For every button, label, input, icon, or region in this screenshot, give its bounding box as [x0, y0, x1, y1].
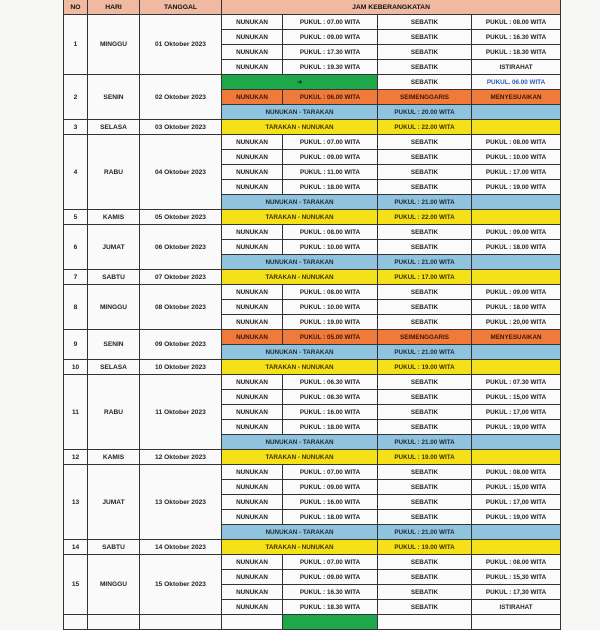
partial-cell: [283, 615, 378, 630]
destination-time: PUKUL : 15,30 WITA: [472, 570, 561, 585]
origin-time: PUKUL : 16.00 WITA: [283, 405, 378, 420]
destination-time: PUKUL : 08.00 WITA: [472, 555, 561, 570]
day-name: RABU: [88, 375, 140, 450]
destination-time: PUKUL : 17,00 WITA: [472, 405, 561, 420]
day-date: 14 Oktober 2023: [140, 540, 222, 555]
destination-port: SEBATIK: [378, 570, 472, 585]
destination-time: PUKUL : 18.30 WITA: [472, 45, 561, 60]
destination-port: SEBATIK: [378, 480, 472, 495]
route-label: TARAKAN - NUNUKAN: [222, 450, 378, 465]
destination-port: SEBATIK: [378, 150, 472, 165]
origin-time: PUKUL : 09.00 WITA: [283, 150, 378, 165]
route-empty-cell: [472, 195, 561, 210]
schedule-row: [64, 75, 561, 90]
origin-time: PUKUL : 09.00 WITA: [283, 570, 378, 585]
schedule-row: [64, 225, 561, 240]
origin-port: NUNUKAN: [222, 375, 283, 390]
destination-port: SEBATIK: [378, 165, 472, 180]
origin-time: PUKUL : 11.00 WITA: [283, 165, 378, 180]
destination-port: SEBATIK: [378, 315, 472, 330]
route-label: TARAKAN - NUNUKAN: [222, 210, 378, 225]
day-name: JUMAT: [88, 465, 140, 540]
destination-time: PUKUL : 19,00 WITA: [472, 420, 561, 435]
day-number: 4: [64, 135, 88, 210]
destination-port: SEBATIK: [378, 240, 472, 255]
origin-port: NUNUKAN: [222, 60, 283, 75]
destination-time: PUKUL : 09.00 WITA: [472, 225, 561, 240]
origin-port: NUNUKAN: [222, 180, 283, 195]
route-time: PUKUL : 21.00 WITA: [378, 255, 472, 270]
day-number: 15: [64, 555, 88, 615]
destination-time: PUKUL : 08.00 WITA: [472, 135, 561, 150]
day-name: RABU: [88, 135, 140, 210]
partial-cell: [222, 615, 283, 630]
header-jam-keberangkatan: JAM KEBERANGKATAN: [222, 0, 561, 15]
origin-port: NUNUKAN: [222, 555, 283, 570]
route-empty-cell: [472, 255, 561, 270]
day-date: 10 Oktober 2023: [140, 360, 222, 375]
day-date: 12 Oktober 2023: [140, 450, 222, 465]
day-name: KAMIS: [88, 210, 140, 225]
header-tanggal: TANGGAL: [140, 0, 222, 15]
origin-time: PUKUL : 08.00 WITA: [283, 225, 378, 240]
day-number: 9: [64, 330, 88, 360]
origin-time: PUKUL : 18.00 WITA: [283, 180, 378, 195]
destination-time: PUKUL : 07.30 WITA: [472, 375, 561, 390]
destination-port: SEBATIK: [378, 135, 472, 150]
day-name: JUMAT: [88, 225, 140, 270]
day-number: 10: [64, 360, 88, 375]
destination-port: SEIMENGGARIS: [378, 330, 472, 345]
origin-time: PUKUL : 07.00 WITA: [283, 15, 378, 30]
day-name: SABTU: [88, 270, 140, 285]
partial-cell: [140, 615, 222, 630]
day-date: 09 Oktober 2023: [140, 330, 222, 360]
destination-port: SEBATIK: [378, 555, 472, 570]
day-date: 11 Oktober 2023: [140, 375, 222, 450]
route-label: NUNUKAN - TARAKAN: [222, 195, 378, 210]
destination-time: PUKUL : 08.00 WITA: [472, 15, 561, 30]
origin-port: NUNUKAN: [222, 285, 283, 300]
origin-time: PUKUL : 07.00 WITA: [283, 465, 378, 480]
route-label: NUNUKAN - TARAKAN: [222, 525, 378, 540]
destination-time: PUKUL : 17,30 WITA: [472, 585, 561, 600]
day-number: 1: [64, 15, 88, 75]
route-time: PUKUL : 19.00 WITA: [378, 450, 472, 465]
origin-time: PUKUL : 18.00 WITA: [283, 510, 378, 525]
day-name: SABTU: [88, 540, 140, 555]
route-empty-cell: [472, 525, 561, 540]
origin-port: NUNUKAN: [222, 420, 283, 435]
origin-port: NUNUKAN: [222, 90, 283, 105]
origin-port: NUNUKAN: [222, 510, 283, 525]
day-date: 07 Oktober 2023: [140, 270, 222, 285]
route-time: PUKUL : 21.00 WITA: [378, 435, 472, 450]
origin-port: NUNUKAN: [222, 135, 283, 150]
destination-port: SEBATIK: [378, 75, 472, 90]
schedule-row: [64, 555, 561, 570]
schedule-row: [64, 375, 561, 390]
origin-port: NUNUKAN: [222, 465, 283, 480]
origin-time: PUKUL : 08.30 WITA: [283, 390, 378, 405]
destination-port: SEBATIK: [378, 390, 472, 405]
day-number: 13: [64, 465, 88, 540]
origin-port: NUNUKAN: [222, 240, 283, 255]
day-number: 12: [64, 450, 88, 465]
origin-time: PUKUL : 16.00 WITA: [283, 495, 378, 510]
schedule-row: [64, 360, 561, 375]
origin-port: NUNUKAN: [222, 15, 283, 30]
origin-time: PUKUL : 19.00 WITA: [283, 315, 378, 330]
partial-cell: [378, 615, 472, 630]
day-date: 02 Oktober 2023: [140, 75, 222, 120]
destination-port: SEBATIK: [378, 60, 472, 75]
route-time: PUKUL : 19.00 WITA: [378, 360, 472, 375]
arrow-right-icon: ➔: [222, 75, 378, 90]
destination-time: PUKUL : 18.00 WITA: [472, 300, 561, 315]
destination-port: SEBATIK: [378, 600, 472, 615]
day-name: SENIN: [88, 75, 140, 120]
day-name: KAMIS: [88, 450, 140, 465]
header-no: NO: [64, 0, 88, 15]
destination-port: SEIMENGGARIS: [378, 90, 472, 105]
day-name: SENIN: [88, 330, 140, 360]
day-number: 5: [64, 210, 88, 225]
route-label: TARAKAN - NUNUKAN: [222, 540, 378, 555]
destination-time: PUKUL : 08.00 WITA: [472, 465, 561, 480]
partial-cell: [472, 615, 561, 630]
day-date: 05 Oktober 2023: [140, 210, 222, 225]
schedule-row: [64, 135, 561, 150]
destination-time: PUKUL : 18.00 WITA: [472, 240, 561, 255]
origin-port: NUNUKAN: [222, 600, 283, 615]
origin-time: PUKUL : 19.30 WITA: [283, 60, 378, 75]
departure-schedule-table: [63, 0, 561, 630]
route-time: PUKUL : 21.00 WITA: [378, 345, 472, 360]
destination-port: SEBATIK: [378, 405, 472, 420]
route-label: NUNUKAN - TARAKAN: [222, 435, 378, 450]
destination-time: PUKUL : 15,00 WITA: [472, 390, 561, 405]
route-empty-cell: [472, 105, 561, 120]
origin-time: PUKUL : 17.30 WITA: [283, 45, 378, 60]
route-time: PUKUL : 21.00 WITA: [378, 195, 472, 210]
day-number: 6: [64, 225, 88, 270]
day-name: SELASA: [88, 120, 140, 135]
origin-time: PUKUL : 09.00 WITA: [283, 30, 378, 45]
destination-time: PUKUL : 15,00 WITA: [472, 480, 561, 495]
origin-port: NUNUKAN: [222, 300, 283, 315]
origin-port: NUNUKAN: [222, 150, 283, 165]
schedule-row: [64, 120, 561, 135]
origin-port: NUNUKAN: [222, 225, 283, 240]
day-date: 03 Oktober 2023: [140, 120, 222, 135]
destination-time: PUKUL. 06.00 WITA: [472, 75, 561, 90]
day-name: MINGGU: [88, 15, 140, 75]
destination-port: SEBATIK: [378, 285, 472, 300]
route-empty-cell: [472, 540, 561, 555]
route-time: PUKUL : 22.00 WITA: [378, 120, 472, 135]
origin-time: PUKUL : 06.00 WITA: [283, 90, 378, 105]
origin-time: PUKUL : 18.30 WITA: [283, 600, 378, 615]
route-label: TARAKAN - NUNUKAN: [222, 360, 378, 375]
day-number: 11: [64, 375, 88, 450]
destination-port: SEBATIK: [378, 375, 472, 390]
route-time: PUKUL : 21.00 WITA: [378, 525, 472, 540]
destination-port: SEBATIK: [378, 15, 472, 30]
origin-port: NUNUKAN: [222, 30, 283, 45]
route-time: PUKUL : 22.00 WITA: [378, 210, 472, 225]
origin-port: NUNUKAN: [222, 585, 283, 600]
day-number: 7: [64, 270, 88, 285]
route-empty-cell: [472, 120, 561, 135]
day-number: 3: [64, 120, 88, 135]
origin-time: PUKUL : 10.00 WITA: [283, 240, 378, 255]
origin-port: NUNUKAN: [222, 165, 283, 180]
schedule-row: [64, 540, 561, 555]
destination-time: MENYESUAIKAN: [472, 90, 561, 105]
destination-port: SEBATIK: [378, 180, 472, 195]
schedule-row: [64, 270, 561, 285]
route-empty-cell: [472, 345, 561, 360]
schedule-row: [64, 330, 561, 345]
destination-port: SEBATIK: [378, 30, 472, 45]
day-date: 15 Oktober 2023: [140, 555, 222, 615]
route-empty-cell: [472, 270, 561, 285]
schedule-sheet: [63, 0, 560, 630]
origin-time: PUKUL : 16.30 WITA: [283, 585, 378, 600]
day-number: 14: [64, 540, 88, 555]
schedule-row: [64, 210, 561, 225]
destination-port: SEBATIK: [378, 495, 472, 510]
route-label: NUNUKAN - TARAKAN: [222, 255, 378, 270]
destination-time: MENYESUAIKAN: [472, 330, 561, 345]
origin-port: NUNUKAN: [222, 480, 283, 495]
destination-port: SEBATIK: [378, 510, 472, 525]
origin-port: NUNUKAN: [222, 405, 283, 420]
table-header-row: [64, 0, 561, 15]
origin-time: PUKUL : 09.00 WITA: [283, 480, 378, 495]
route-empty-cell: [472, 435, 561, 450]
destination-port: SEBATIK: [378, 420, 472, 435]
route-label: NUNUKAN - TARAKAN: [222, 345, 378, 360]
origin-port: NUNUKAN: [222, 495, 283, 510]
destination-port: SEBATIK: [378, 45, 472, 60]
origin-time: PUKUL : 08.00 WITA: [283, 285, 378, 300]
destination-port: SEBATIK: [378, 300, 472, 315]
origin-time: PUKUL : 05.00 WITA: [283, 330, 378, 345]
destination-port: SEBATIK: [378, 585, 472, 600]
partial-row: [64, 615, 561, 630]
destination-time: PUKUL : 09.00 WITA: [472, 285, 561, 300]
destination-time: PUKUL : 17.00 WITA: [472, 165, 561, 180]
partial-cell: [64, 615, 88, 630]
destination-time: PUKUL : 16.30 WITA: [472, 30, 561, 45]
day-name: MINGGU: [88, 285, 140, 330]
origin-time: PUKUL : 07.00 WITA: [283, 135, 378, 150]
destination-time: PUKUL : 10.00 WITA: [472, 150, 561, 165]
origin-port: NUNUKAN: [222, 390, 283, 405]
destination-time: PUKUL : 17,00 WITA: [472, 495, 561, 510]
schedule-row: [64, 15, 561, 30]
day-number: 2: [64, 75, 88, 120]
origin-port: NUNUKAN: [222, 330, 283, 345]
route-label: NUNUKAN - TARAKAN: [222, 105, 378, 120]
header-hari: HARI: [88, 0, 140, 15]
schedule-body: [64, 15, 561, 630]
route-empty-cell: [472, 360, 561, 375]
route-label: TARAKAN - NUNUKAN: [222, 270, 378, 285]
route-label: TARAKAN - NUNUKAN: [222, 120, 378, 135]
day-date: 13 Oktober 2023: [140, 465, 222, 540]
route-time: PUKUL : 17.00 WITA: [378, 270, 472, 285]
day-date: 06 Oktober 2023: [140, 225, 222, 270]
destination-port: SEBATIK: [378, 225, 472, 240]
origin-port: NUNUKAN: [222, 45, 283, 60]
destination-time: ISTIRAHAT: [472, 600, 561, 615]
origin-time: PUKUL : 07.00 WITA: [283, 555, 378, 570]
destination-time: ISTIRAHAT: [472, 60, 561, 75]
origin-time: PUKUL : 18.00 WITA: [283, 420, 378, 435]
destination-time: PUKUL : 19,00 WITA: [472, 510, 561, 525]
route-empty-cell: [472, 450, 561, 465]
destination-port: SEBATIK: [378, 465, 472, 480]
schedule-row: [64, 465, 561, 480]
schedule-row: [64, 450, 561, 465]
origin-time: PUKUL : 10.00 WITA: [283, 300, 378, 315]
route-empty-cell: [472, 210, 561, 225]
origin-time: PUKUL : 06.30 WITA: [283, 375, 378, 390]
route-time: PUKUL : 20.00 WITA: [378, 105, 472, 120]
origin-port: NUNUKAN: [222, 570, 283, 585]
destination-time: PUKUL : 20,00 WITA: [472, 315, 561, 330]
route-time: PUKUL : 19.00 WITA: [378, 540, 472, 555]
day-date: 01 Oktober 2023: [140, 15, 222, 75]
day-name: MINGGU: [88, 555, 140, 615]
day-date: 08 Oktober 2023: [140, 285, 222, 330]
day-number: 8: [64, 285, 88, 330]
partial-cell: [88, 615, 140, 630]
day-date: 04 Oktober 2023: [140, 135, 222, 210]
day-name: SELASA: [88, 360, 140, 375]
destination-time: PUKUL : 19.00 WITA: [472, 180, 561, 195]
origin-port: NUNUKAN: [222, 315, 283, 330]
schedule-row: [64, 285, 561, 300]
